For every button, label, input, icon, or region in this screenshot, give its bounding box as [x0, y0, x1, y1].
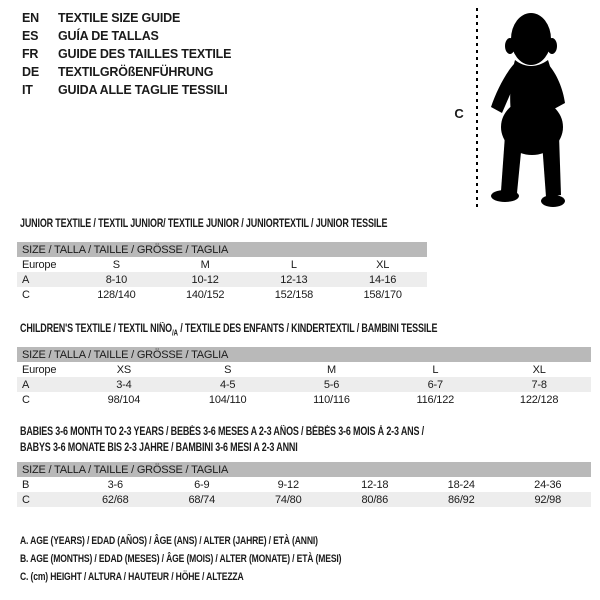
cell: XL — [376, 258, 390, 271]
row-label: B — [22, 478, 30, 491]
children-section-title — [20, 321, 437, 341]
cell: 4-5 — [176, 377, 280, 392]
row-label: A — [17, 272, 72, 287]
lang-code-es: ES — [22, 29, 39, 43]
cell: XS — [116, 363, 132, 376]
junior-size-table — [17, 242, 427, 302]
cell: 98/104 — [107, 393, 141, 406]
cell: 6-9 — [194, 478, 210, 491]
babies-title-line2: BABYS 3-6 MONATE BIS 2-3 JAHRE / BAMBINI 3-6 MESI A 2-3 ANNI — [20, 442, 298, 454]
row-label: C — [22, 288, 30, 301]
row-label: A — [17, 377, 72, 392]
row-label: Europe — [22, 258, 57, 271]
cell: 62/68 — [72, 492, 159, 507]
lang-title-it: GUIDA ALLE TAGLIE TESSILI — [58, 83, 228, 97]
children-title-prefix: CHILDREN'S TEXTILE / TEXTIL NIÑO — [20, 323, 172, 335]
lang-code-fr: FR — [22, 47, 39, 61]
height-marker-label: C — [454, 106, 464, 121]
cell: 5-6 — [280, 377, 384, 392]
lang-title-es: GUÍA DE TALLAS — [58, 29, 159, 43]
cell: L — [290, 258, 297, 271]
babies-size-header-bar — [17, 462, 591, 477]
row-label: C — [22, 393, 30, 406]
cell: 152/158 — [274, 288, 314, 301]
lang-code-de: DE — [22, 65, 39, 79]
table-row — [17, 377, 591, 392]
cell: 12-18 — [361, 478, 389, 491]
cell: S — [224, 363, 232, 376]
babies-size-table — [17, 462, 591, 507]
table-row — [17, 257, 427, 272]
cell: 92/98 — [505, 492, 592, 507]
cell: 122/128 — [519, 393, 559, 406]
dashed-height-line — [476, 8, 478, 207]
children-size-header-bar — [17, 347, 591, 362]
cell: 74/80 — [245, 492, 332, 507]
cell: 116/122 — [416, 393, 455, 406]
junior-size-header-bar — [17, 242, 427, 257]
junior-section-title: JUNIOR TEXTILE / TEXTIL JUNIOR/ TEXTILE JUNIOR / JUNIORTEXTIL / JUNIOR TESSILE — [20, 218, 388, 230]
cell: 86/92 — [418, 492, 505, 507]
cell: L — [432, 363, 439, 376]
babies-title-line1: BABIES 3-6 MONTH TO 2-3 YEARS / BEBÉS 3-6 MESES A 2-3 AÑOS / BÉBÉS 3-6 MOIS À 2-3 ANS / — [20, 426, 424, 438]
size-header-label: SIZE / TALLA / TAILLE / GRÖSSE / TAGLIA — [17, 462, 591, 477]
cell: 3-6 — [107, 478, 123, 491]
cell: 80/86 — [332, 492, 419, 507]
cell: 24-36 — [534, 478, 562, 491]
cell: 7-8 — [487, 377, 591, 392]
size-header-label: SIZE / TALLA / TAILLE / GRÖSSE / TAGLIA — [17, 242, 427, 257]
cell: 68/74 — [159, 492, 246, 507]
table-row — [17, 272, 427, 287]
children-size-table — [17, 347, 591, 407]
cell: M — [327, 363, 336, 376]
children-title-suffix: / TEXTILE DES ENFANTS / KINDERTEXTIL / BAMBINI TESSILE — [177, 323, 438, 335]
table-row — [17, 477, 591, 492]
footnote-a: A. AGE (YEARS) / EDAD (AÑOS) / ÂGE (ANS) / ALTER (JAHRE) / ETÀ (ANNI) — [20, 535, 318, 547]
children-title-subscript: /A — [171, 328, 178, 338]
lang-title-en: TEXTILE SIZE GUIDE — [58, 11, 181, 25]
table-row — [17, 392, 591, 407]
footnote-b: B. AGE (MONTHS) / EDAD (MESES) / ÂGE (MOIS) / ALTER (MONATE) / ETÀ (MESI) — [20, 553, 342, 565]
cell: 12-13 — [250, 272, 339, 287]
cell: 8-10 — [72, 272, 161, 287]
cell: 140/152 — [185, 288, 225, 301]
cell: 104/110 — [208, 393, 247, 406]
row-label: C — [17, 492, 72, 507]
cell: 128/140 — [97, 288, 136, 301]
cell: S — [112, 258, 120, 271]
table-row — [17, 492, 591, 507]
baby-silhouette-icon — [486, 10, 582, 210]
footnote-legend — [20, 532, 341, 586]
size-header-label: SIZE / TALLA / TAILLE / GRÖSSE / TAGLIA — [17, 347, 591, 362]
cell: 158/170 — [363, 288, 402, 301]
cell: M — [200, 258, 210, 271]
cell: 14-16 — [338, 272, 427, 287]
lang-title-de: TEXTILGRÖßENFÜHRUNG — [58, 65, 214, 79]
footnote-c: C. (cm) HEIGHT / ALTURA / HAUTEUR / HÖHE / ALTEZZA — [20, 571, 244, 583]
language-title-list — [22, 9, 231, 99]
cell: 10-12 — [161, 272, 250, 287]
cell: 18-24 — [447, 478, 475, 491]
lang-title-fr: GUIDE DES TAILLES TEXTILE — [58, 47, 232, 61]
cell: 3-4 — [72, 377, 176, 392]
cell: 6-7 — [383, 377, 487, 392]
row-label: Europe — [22, 363, 57, 376]
cell: 110/116 — [313, 393, 350, 406]
cell: XL — [532, 363, 546, 376]
table-row — [17, 287, 427, 302]
babies-section-title — [20, 424, 424, 456]
lang-code-it: IT — [22, 83, 33, 97]
lang-code-en: EN — [22, 11, 39, 25]
table-row — [17, 362, 591, 377]
cell: 9-12 — [277, 478, 299, 491]
